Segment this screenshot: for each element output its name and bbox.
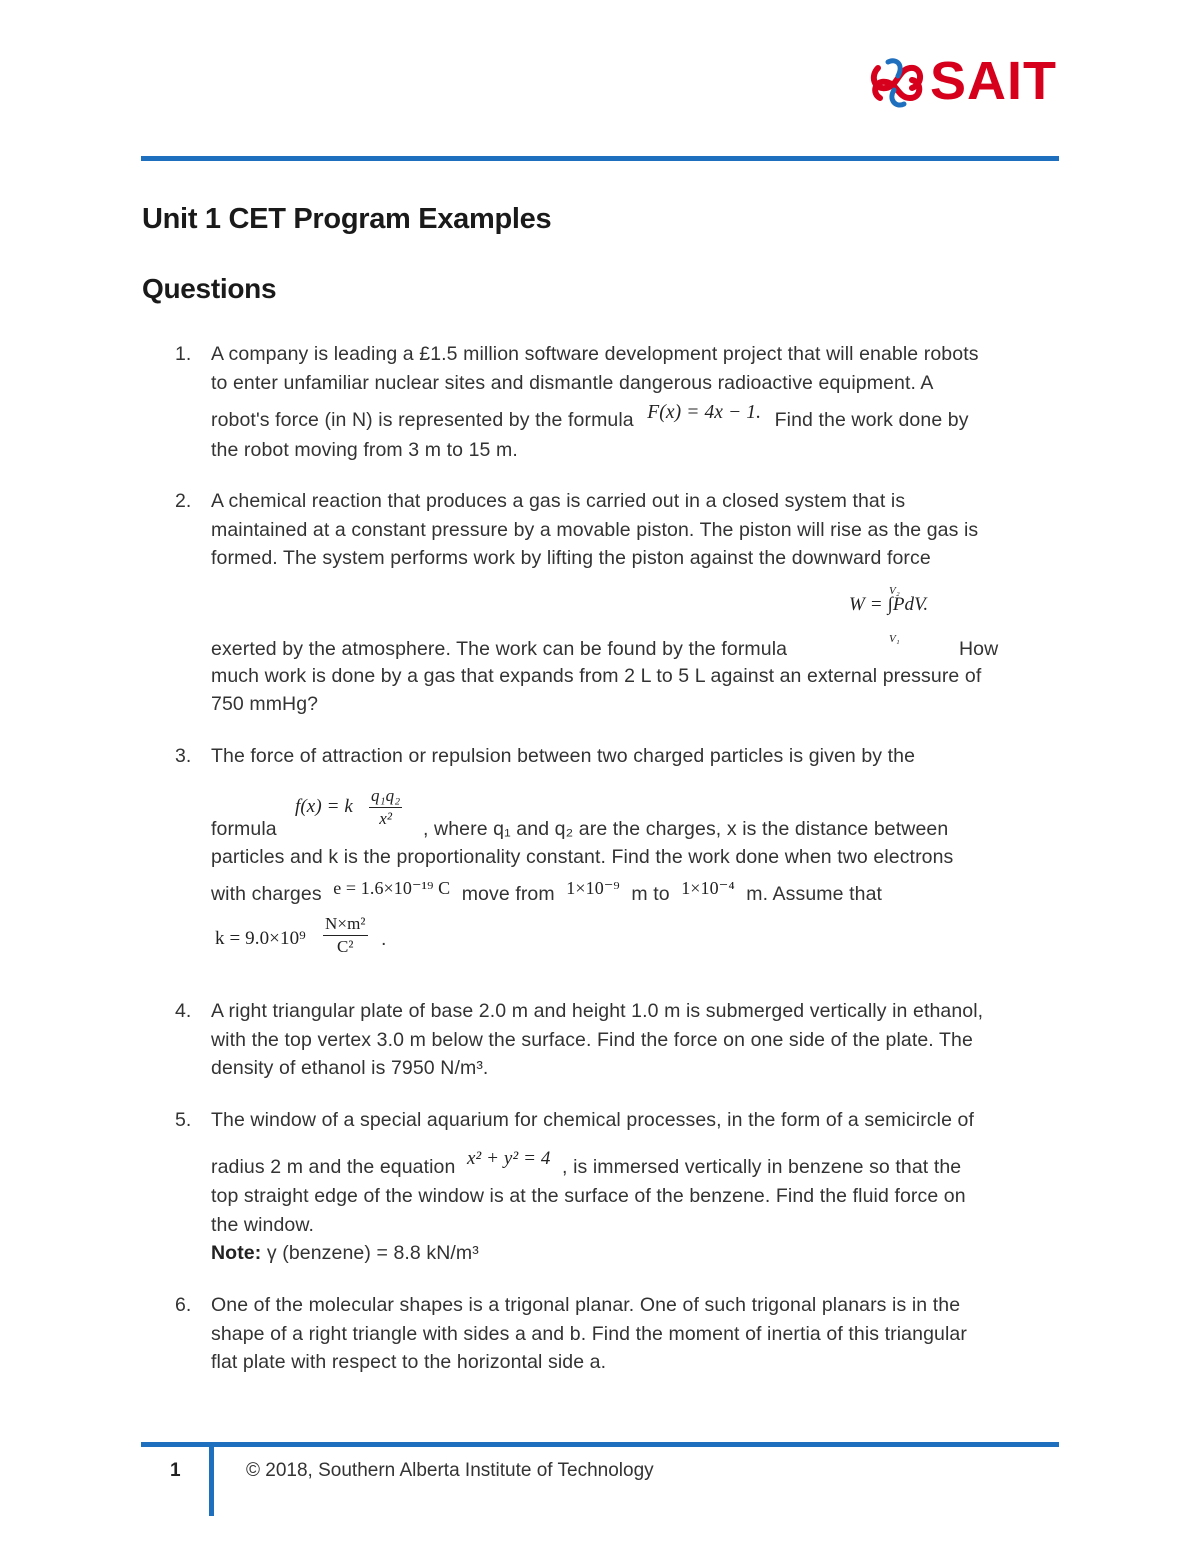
section-title: Questions [142, 273, 277, 304]
k-units-numerator: N×m² [323, 913, 368, 936]
text-segment: formula [211, 817, 277, 840]
text-line: the window. [211, 1213, 314, 1236]
logo-text: SAIT [930, 51, 1058, 111]
header-rule [141, 156, 1059, 161]
work-formula: W = ∫PdV. [849, 593, 929, 615]
text-line: shape of a right triangle with sides a and b. Find the moment of inertia of this triangular [211, 1322, 967, 1345]
text-segment: m to [631, 883, 670, 905]
circle-equation: x² + y² = 4 [466, 1147, 551, 1169]
sait-knot-icon [868, 54, 924, 110]
page-number: 1 [170, 1460, 181, 1481]
text-line: with the top vertex 3.0 m below the surface. Find the force on one side of the plate. The [211, 1028, 973, 1051]
formula-fraction [369, 785, 402, 830]
copyright-text: © 2018, Southern Alberta Institute of Technology [246, 1460, 654, 1481]
note-line [211, 1239, 1061, 1268]
text-line: 750 mmHg? [211, 693, 319, 715]
page-title: Unit 1 CET Program Examples [142, 203, 552, 235]
text-line: formed. The system performs work by lifting the piston against the downward force [211, 547, 931, 569]
force-formula: F(x) = 4x − 1. [647, 402, 762, 423]
text-segment: m. Assume that [746, 883, 883, 905]
formula-lhs: f(x) = k [295, 795, 353, 817]
question-text [211, 1291, 1061, 1377]
text-line: maintained at a constant pressure by a movable piston. The piston will rise as the gas is [211, 518, 979, 541]
footer-rule [141, 1442, 1059, 1447]
question-text [211, 487, 1061, 719]
text-line: The window of a special aquarium for chemical processes, in the form of a semicircle of [211, 1109, 975, 1131]
text-line: density of ethanol is 7950 N/m³. [211, 1057, 489, 1079]
work-formula-row [211, 573, 1061, 664]
question-number: 5. [175, 1109, 192, 1131]
to-distance: 1×10⁻⁴ [681, 878, 735, 898]
text-segment: , is immersed vertically in benzene so that the [562, 1155, 962, 1178]
k-units [323, 913, 368, 958]
period: . [381, 927, 387, 950]
text-line: A chemical reaction that produces a gas is carried out in a closed system that is [211, 490, 906, 512]
question-number: 3. [175, 745, 192, 767]
question-number: 2. [175, 490, 192, 512]
question-text [211, 1106, 1061, 1268]
question-text [211, 742, 1061, 969]
note-label: Note: [211, 1242, 262, 1264]
text-line: The force of attraction or repulsion between two charged particles is given by the [211, 745, 916, 767]
text-line [211, 880, 1061, 909]
note-text: γ (benzene) = 8.8 kN/m³ [266, 1242, 479, 1264]
text-segment: radius 2 m and the equation [211, 1155, 456, 1178]
text-segment: move from [461, 883, 555, 905]
integral-upper-limit: V₂ [889, 584, 900, 597]
footer-divider [209, 1442, 214, 1516]
text-line: the robot moving from 3 m to 15 m. [211, 438, 518, 461]
charge-value: e = 1.6×10⁻¹⁹ C [333, 878, 451, 898]
question-text [211, 997, 1061, 1083]
question-number: 4. [175, 1000, 192, 1022]
k-units-denominator: C² [336, 936, 354, 956]
coulomb-formula-row [211, 771, 1061, 843]
text-line: A company is leading a £1.5 million software development project that will enable robots [211, 343, 979, 365]
text-line: much work is done by a gas that expands from 2 L to 5 L against an external pressure of [211, 664, 982, 687]
text-line [211, 1147, 1061, 1183]
formula-denominator: x² [379, 808, 393, 828]
text-line: to enter unfamiliar nuclear sites and dismantle dangerous radioactive equipment. A [211, 371, 934, 394]
formula-numerator: q₁q₂ [369, 785, 402, 808]
text-segment: exerted by the atmosphere. The work can be found by the formula [211, 637, 788, 660]
text-line: flat plate with respect to the horizontal side a. [211, 1351, 607, 1373]
text-segment: robot's force (in N) is represented by the formula [211, 409, 634, 431]
question-number: 6. [175, 1294, 192, 1316]
text-line: top straight edge of the window is at the surface of the benzene. Find the fluid force on [211, 1185, 966, 1207]
k-constant-row [211, 911, 1061, 969]
text-segment: with charges [211, 883, 322, 905]
text-segment: Find the work done by [774, 409, 969, 431]
integral-lower-limit: V₁ [889, 632, 900, 645]
from-distance: 1×10⁻⁹ [566, 878, 620, 898]
k-constant: k = 9.0×10⁹ [215, 927, 306, 949]
text-line [211, 402, 1061, 436]
sait-logo [868, 52, 1062, 112]
question-number: 1. [175, 343, 192, 365]
text-line: One of the molecular shapes is a trigonal planar. One of such trigonal planars is in the [211, 1294, 961, 1316]
text-line: particles and k is the proportionality constant. Find the work done when two electrons [211, 845, 954, 868]
text-line: A right triangular plate of base 2.0 m and height 1.0 m is submerged vertically in ethanol, [211, 1000, 984, 1022]
text-segment: , where q₁ and q₂ are the charges, x is the distance between [423, 817, 949, 840]
question-text [211, 340, 1061, 464]
text-segment: How [959, 637, 999, 660]
